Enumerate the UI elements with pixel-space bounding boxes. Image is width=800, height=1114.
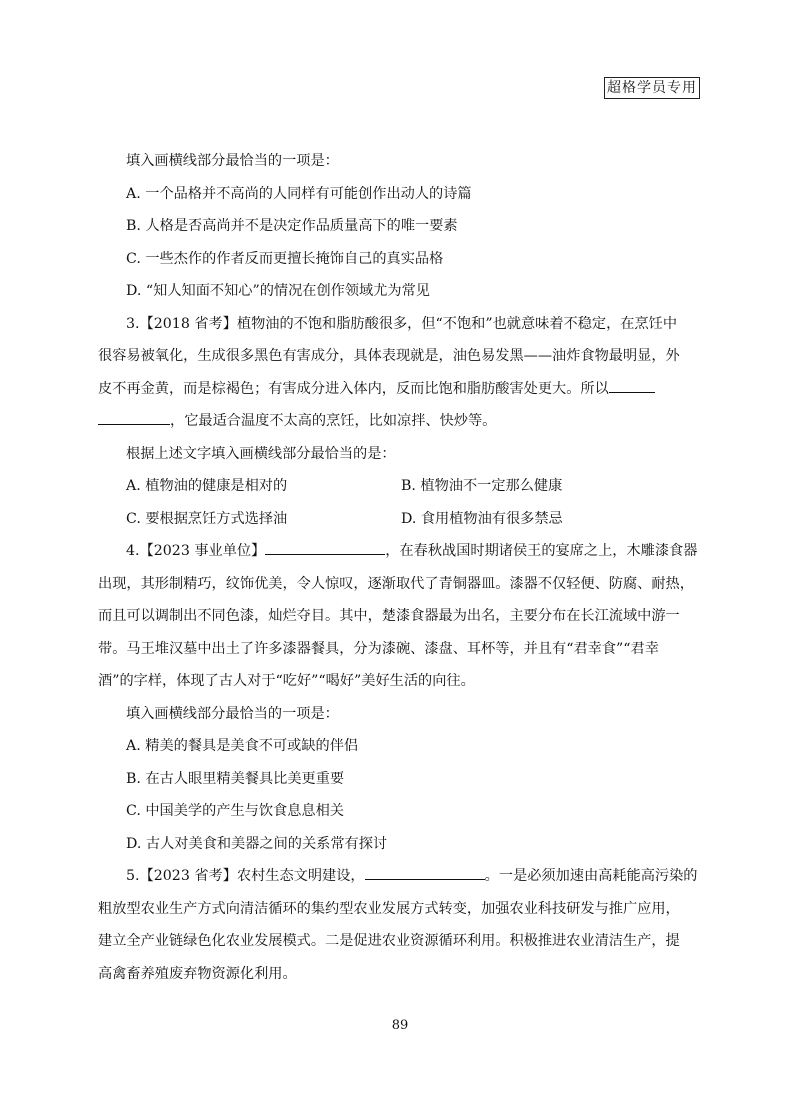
q4-after-blank: ，在春秋战国时期诸侯王的宴席之上，木雕漆食器: [385, 543, 698, 559]
q4-stem-line-5: 酒”的字样，体现了古人对于“吃好”“喝好”美好生活的向往。: [98, 673, 475, 689]
q4-source: 【2023 事业单位】: [139, 543, 266, 559]
student-only-badge: 超格学员专用: [604, 77, 700, 99]
q5-stem-line-3: 建立全产业链绿色化农业发展模式。二是促进农业资源循环利用。积极推进农业清洁生产，提: [98, 933, 680, 949]
q4-stem-line-2: 出现，其形制精巧，纹饰优美，令人惊叹，逐渐取代了青铜器皿。漆器不仅轻便、防腐、耐热，: [98, 575, 694, 592]
q4-blank: [265, 540, 385, 555]
q4-number: 4.: [126, 543, 140, 559]
q4-stem-line-3: 而且可以调制出不同色漆，灿烂夺目。其中，楚漆食器最为出名，主要分布在长江流域中游一: [98, 608, 680, 624]
q3-stem-line-2: 很容易被氧化，生成很多黑色有害成分，具体表现就是，油色易发黑——油炸食物最明显，外: [98, 348, 680, 364]
q3-text: 植物油的不饱和脂肪酸很多，但“不饱和”也就意味着不稳定，在烹饪中: [236, 315, 678, 332]
q3-blank-part-1: [609, 378, 655, 393]
q3-option-a: A. 植物油的健康是相对的: [126, 478, 288, 494]
q3-blank-part-2: [98, 410, 170, 425]
q4-prompt: 填入画横线部分最恰当的一项是：: [126, 705, 339, 722]
q4-option-c: C. 中国美学的产生与饮食息息相关: [126, 803, 344, 819]
q3-option-c: C. 要根据烹饪方式选择油: [126, 510, 288, 527]
q3-number: 3.: [126, 315, 140, 332]
q3-stem-line-4: [98, 405, 703, 438]
q3-prompt: 根据上述文字填入画横线部分最恰当的是：: [126, 445, 396, 462]
q3-source: 【2018 省考】: [139, 315, 237, 332]
q4-option-d: D. 古人对美食和美器之间的关系常有探讨: [126, 835, 388, 852]
q5-number: 5.: [126, 868, 140, 884]
q4-option-b: B. 在古人眼里精美餐具比美更重要: [126, 770, 345, 787]
q5-stem-line-4: 高禽畜养殖废弃物资源化利用。: [98, 965, 297, 982]
q3-option-d: D. 食用植物油有很多禁忌: [400, 510, 563, 527]
q4-option-a: A. 精美的餐具是美食不可或缺的伴侣: [126, 738, 359, 754]
q2-option-b: B. 人格是否高尚并不是决定作品质量高下的唯一要素: [126, 218, 458, 234]
q5-stem-line-2: 粗放型农业生产方式向清洁循环的集约型农业发展方式转变，加强农业科技研发与推广应用，: [98, 900, 680, 917]
q2-option-a: A. 一个品格并不高尚的人同样有可能创作出动人的诗篇: [126, 185, 472, 202]
q2-option-d: D. “知人知面不知心”的情况在创作领域尤为常见: [126, 283, 430, 299]
q2-option-c: C. 一些杰作的作者反而更擅长掩饰自己的真实品格: [126, 250, 444, 267]
q3-options-row-2: [98, 503, 703, 536]
q3-options-row-1: [98, 470, 703, 503]
q3-after-blank: ，它最适合温度不太高的烹饪，比如凉拌、快炒等。: [170, 413, 497, 429]
q5-source: 【2023 省考】: [139, 868, 237, 884]
q5-before-blank: 农村生态文明建设，: [236, 868, 365, 884]
q4-stem-line-1: [98, 535, 703, 568]
q5-after-blank: 。一是必须加速由高耗能高污染的: [484, 868, 698, 884]
q3-text-3: 皮不再金黄，而是棕褐色；有害成分进入体内，反而比饱和脂肪酸害处更大。所以: [98, 380, 609, 397]
q5-stem-line-1: [98, 860, 703, 893]
page-content: [98, 145, 703, 990]
q3-option-b: B. 植物油不一定那么健康: [400, 478, 563, 494]
q3-stem-line-3: [98, 373, 703, 406]
q2-prompt: 填入画横线部分最恰当的一项是：: [126, 153, 339, 169]
q5-blank: [365, 865, 485, 880]
q3-stem-line-1: [98, 308, 703, 341]
q4-stem-line-4: 带。马王堆汉墓中出土了许多漆器餐具，分为漆碗、漆盘、耳杯等，并且有“君幸食”“君幸: [98, 640, 659, 657]
page-number: 89: [391, 1018, 409, 1033]
